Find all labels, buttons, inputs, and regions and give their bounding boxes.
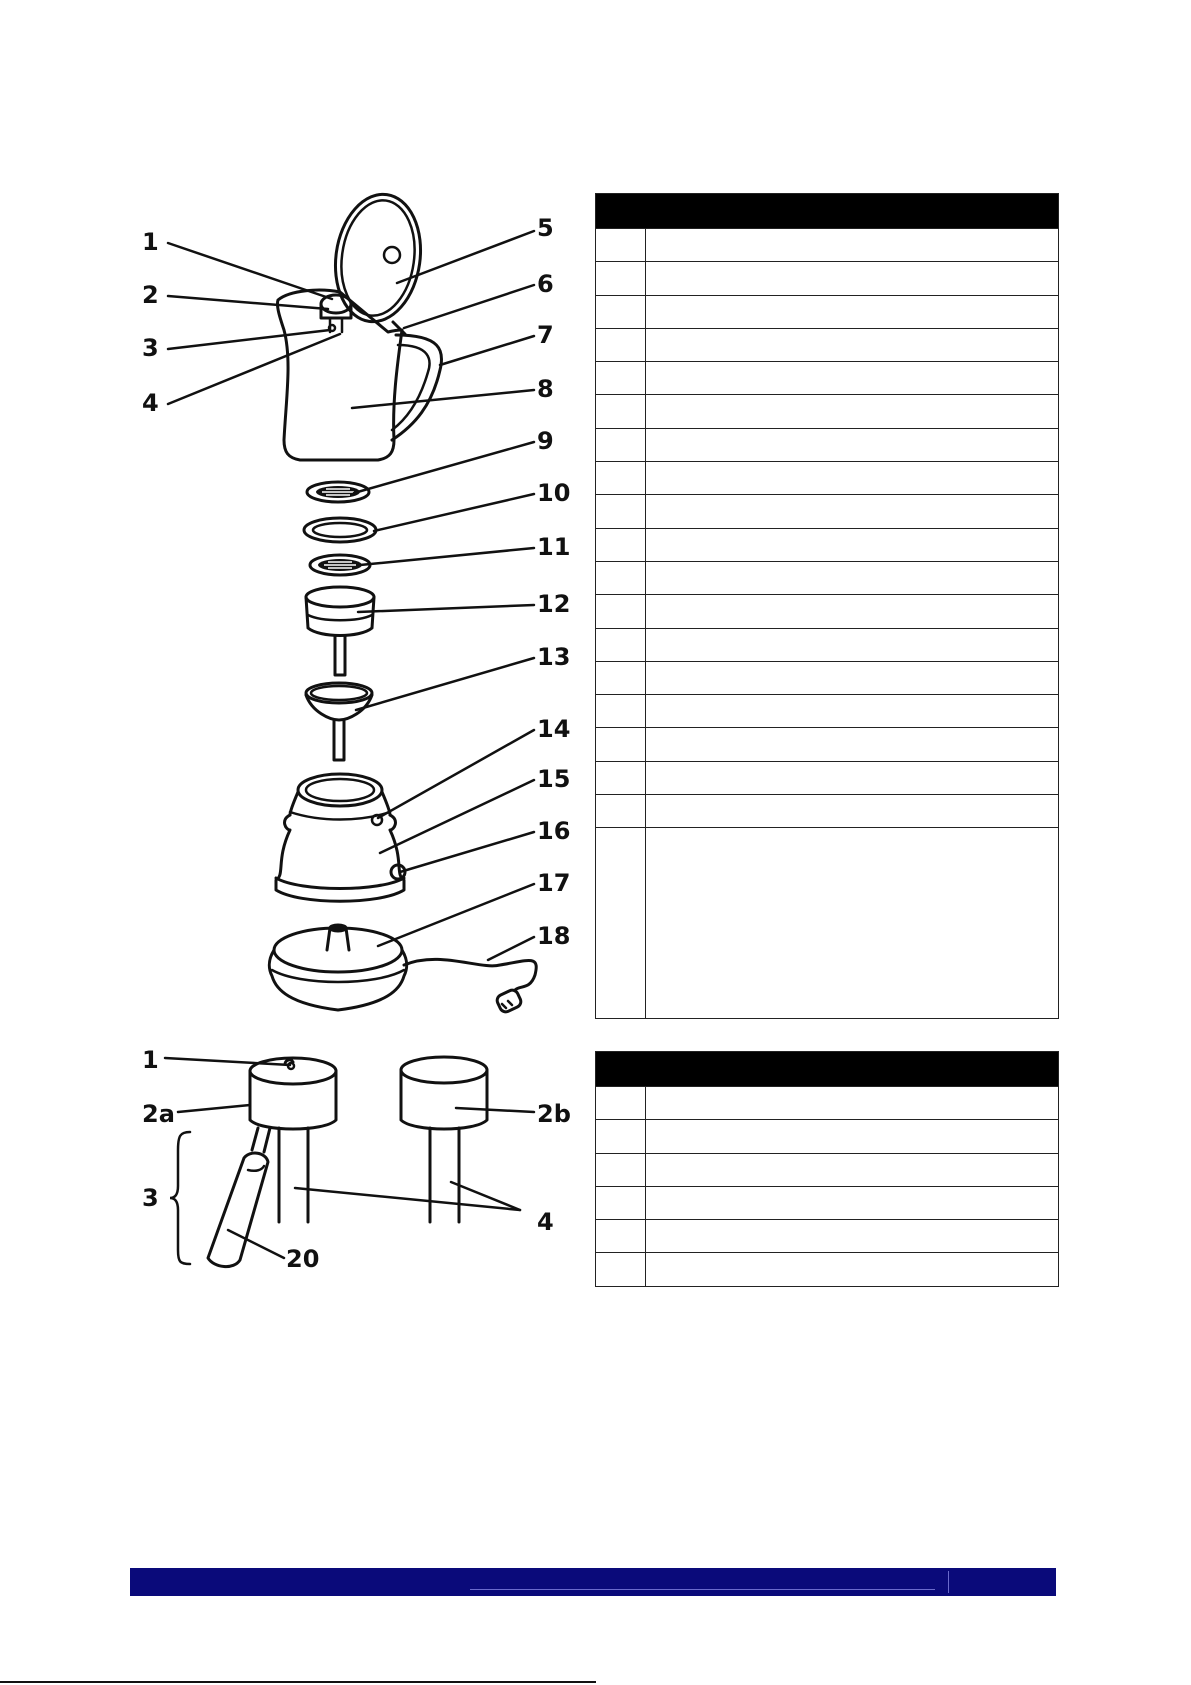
table-row xyxy=(596,594,1058,627)
row-number-cell xyxy=(596,562,646,594)
row-number-cell xyxy=(596,362,646,394)
table-row xyxy=(596,1186,1058,1219)
row-description-cell xyxy=(646,562,1058,594)
label-15: 15 xyxy=(537,765,571,793)
row-description-cell xyxy=(646,629,1058,661)
label-bottom-3: 3 xyxy=(142,1184,159,1212)
table-row xyxy=(596,461,1058,494)
label-5: 5 xyxy=(537,214,554,242)
table-row xyxy=(596,394,1058,427)
row-number-cell xyxy=(596,595,646,627)
row-description-cell xyxy=(646,429,1058,461)
label-6: 6 xyxy=(537,270,554,298)
row-description-cell xyxy=(646,595,1058,627)
row-number-cell xyxy=(596,1087,646,1119)
boiler-drawing xyxy=(276,774,405,901)
table-row xyxy=(596,761,1058,794)
row-number-cell xyxy=(596,462,646,494)
bracket-3 xyxy=(170,1132,190,1264)
row-description-cell xyxy=(646,229,1058,261)
row-number-cell xyxy=(596,262,646,294)
row-description-cell xyxy=(646,1253,1058,1285)
row-number-cell xyxy=(596,728,646,760)
row-description-cell xyxy=(646,762,1058,794)
row-description-cell xyxy=(646,329,1058,361)
label-17: 17 xyxy=(537,869,571,897)
row-description-cell xyxy=(646,462,1058,494)
table-row xyxy=(596,727,1058,760)
gasket-ring-10 xyxy=(304,518,376,542)
table-row xyxy=(596,628,1058,661)
label-16: 16 xyxy=(537,817,571,845)
row-description-cell xyxy=(646,795,1058,827)
row-description-cell xyxy=(646,1154,1058,1186)
table-row xyxy=(596,1252,1058,1285)
row-number-cell xyxy=(596,1253,646,1285)
table-row xyxy=(596,1086,1058,1119)
row-number-cell xyxy=(596,395,646,427)
row-number-cell xyxy=(596,1120,646,1152)
table-row xyxy=(596,1153,1058,1186)
table-row xyxy=(596,428,1058,461)
parts-table-top xyxy=(595,193,1059,1019)
footer-rule xyxy=(470,1589,935,1590)
table-header xyxy=(596,1052,1058,1086)
row-number-cell xyxy=(596,495,646,527)
label-7: 7 xyxy=(537,321,554,349)
row-number-cell xyxy=(596,296,646,328)
label-bottom-2b: 2b xyxy=(537,1100,571,1128)
row-description-cell xyxy=(646,262,1058,294)
label-13: 13 xyxy=(537,643,571,671)
label-bottom-1: 1 xyxy=(142,1046,159,1074)
row-number-cell xyxy=(596,695,646,727)
table-row xyxy=(596,261,1058,294)
table-row xyxy=(596,228,1058,261)
table-row xyxy=(596,1119,1058,1152)
funnel-13 xyxy=(306,683,372,760)
table-row xyxy=(596,694,1058,727)
row-description-cell xyxy=(646,362,1058,394)
table-row xyxy=(596,561,1058,594)
row-number-cell xyxy=(596,795,646,827)
label-bottom-20: 20 xyxy=(286,1245,320,1273)
table-row xyxy=(596,494,1058,527)
label-11: 11 xyxy=(537,533,571,561)
leader-lines-top xyxy=(168,231,534,960)
row-description-cell xyxy=(646,1187,1058,1219)
valve-2a-drawing xyxy=(208,1058,336,1267)
label-bottom-2a: 2a xyxy=(142,1100,175,1128)
label-2: 2 xyxy=(142,281,159,309)
table-row xyxy=(596,328,1058,361)
valve-2b-drawing xyxy=(401,1057,487,1222)
table-row xyxy=(596,1219,1058,1252)
row-number-cell xyxy=(596,828,646,1018)
table-row xyxy=(596,295,1058,328)
funnel-12 xyxy=(306,587,374,675)
row-number-cell xyxy=(596,1154,646,1186)
bottom-rule xyxy=(0,1681,596,1683)
row-number-cell xyxy=(596,329,646,361)
row-number-cell xyxy=(596,1220,646,1252)
row-number-cell xyxy=(596,629,646,661)
row-number-cell xyxy=(596,1187,646,1219)
table-row xyxy=(596,794,1058,827)
label-3: 3 xyxy=(142,334,159,362)
label-1: 1 xyxy=(142,228,159,256)
row-number-cell xyxy=(596,429,646,461)
label-4: 4 xyxy=(142,389,159,417)
row-description-cell xyxy=(646,1120,1058,1152)
row-description-cell xyxy=(646,1220,1058,1252)
table-row xyxy=(596,827,1058,1018)
heating-base-drawing xyxy=(269,925,536,1014)
footer-bar xyxy=(130,1568,1056,1596)
row-description-cell xyxy=(646,495,1058,527)
table-header xyxy=(596,194,1058,228)
row-number-cell xyxy=(596,529,646,561)
parts-table-bottom xyxy=(595,1051,1059,1287)
footer-separator xyxy=(948,1571,949,1593)
table-row xyxy=(596,661,1058,694)
row-description-cell xyxy=(646,529,1058,561)
label-9: 9 xyxy=(537,427,554,455)
row-number-cell xyxy=(596,662,646,694)
row-description-cell xyxy=(646,662,1058,694)
row-description-cell xyxy=(646,728,1058,760)
label-12: 12 xyxy=(537,590,571,618)
row-description-cell xyxy=(646,695,1058,727)
row-description-cell xyxy=(646,296,1058,328)
label-18: 18 xyxy=(537,922,571,950)
row-description-cell xyxy=(646,395,1058,427)
label-8: 8 xyxy=(537,375,554,403)
row-number-cell xyxy=(596,762,646,794)
label-bottom-4: 4 xyxy=(537,1208,554,1236)
label-14: 14 xyxy=(537,715,571,743)
table-row xyxy=(596,361,1058,394)
table-row xyxy=(596,528,1058,561)
label-10: 10 xyxy=(537,479,571,507)
jug-drawing xyxy=(277,290,441,460)
row-number-cell xyxy=(596,229,646,261)
row-description-cell xyxy=(646,1087,1058,1119)
